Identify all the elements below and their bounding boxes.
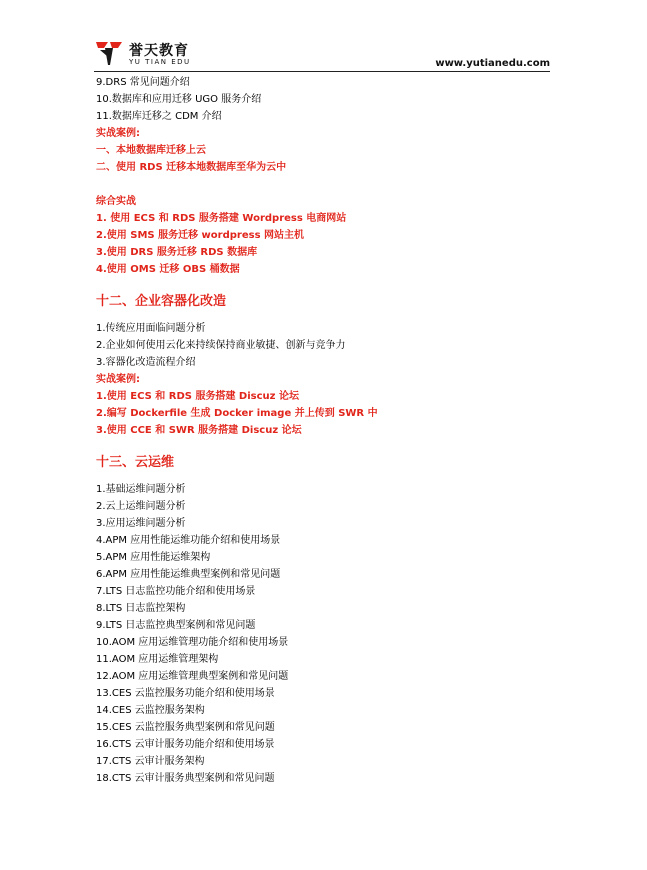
list-item: 13.CES 云监控服务功能介绍和使用场景 (96, 688, 275, 699)
yutian-logo-icon (94, 38, 124, 68)
page-header (0, 0, 647, 74)
case-item: 2.使用 SMS 服务迁移 wordpress 网站主机 (96, 230, 305, 241)
list-item: 18.CTS 云审计服务典型案例和常见问题 (96, 773, 275, 784)
case-item: 3.使用 CCE 和 SWR 服务搭建 Discuz 论坛 (96, 425, 302, 436)
list-item: 6.APM 应用性能运维典型案例和常见问题 (96, 569, 281, 580)
list-item: 3.容器化改造流程介绍 (96, 357, 196, 368)
list-item: 12.AOM 应用运维管理典型案例和常见问题 (96, 671, 289, 682)
list-item: 10.数据库和应用迁移 UGO 服务介绍 (96, 94, 262, 105)
list-item: 14.CES 云监控服务架构 (96, 705, 205, 716)
case-item: 二、使用 RDS 迁移本地数据库至华为云中 (96, 162, 287, 173)
list-item: 9.LTS 日志监控典型案例和常见问题 (96, 620, 256, 631)
list-item: 16.CTS 云审计服务功能介绍和使用场景 (96, 739, 275, 750)
list-item: 11.数据库迁移之 CDM 介绍 (96, 111, 222, 122)
case-item: 4.使用 OMS 迁移 OBS 桶数据 (96, 264, 240, 275)
case-item: 1. 使用 ECS 和 RDS 服务搭建 Wordpress 电商网站 (96, 213, 347, 224)
case-label: 实战案例: (96, 128, 140, 139)
case-item: 3.使用 DRS 服务迁移 RDS 数据库 (96, 247, 258, 258)
list-item: 11.AOM 应用运维管理架构 (96, 654, 219, 665)
list-item: 1.传统应用面临问题分析 (96, 323, 206, 334)
logo-english-name: YU TIAN EDU (129, 58, 191, 66)
list-item: 10.AOM 应用运维管理功能介绍和使用场景 (96, 637, 289, 648)
list-item: 5.APM 应用性能运维架构 (96, 552, 211, 563)
site-url[interactable]: www.yutianedu.com (435, 58, 550, 69)
list-item: 2.企业如何使用云化来持续保持商业敏捷、创新与竞争力 (96, 340, 346, 351)
list-item: 17.CTS 云审计服务架构 (96, 756, 205, 767)
list-item: 8.LTS 日志监控架构 (96, 603, 186, 614)
list-item: 7.LTS 日志监控功能介绍和使用场景 (96, 586, 256, 597)
header-divider (94, 71, 550, 72)
list-item: 2.云上运维问题分析 (96, 501, 186, 512)
case-label: 实战案例: (96, 374, 140, 385)
case-item: 1.使用 ECS 和 RDS 服务搭建 Discuz 论坛 (96, 391, 299, 402)
logo-chinese-name: 誉天教育 (129, 43, 189, 59)
list-item: 1.基础运维问题分析 (96, 484, 186, 495)
list-item: 3.应用运维问题分析 (96, 518, 186, 529)
list-item: 15.CES 云监控服务典型案例和常见问题 (96, 722, 275, 733)
case-item: 一、本地数据库迁移上云 (96, 145, 206, 156)
case-item: 2.编写 Dockerfile 生成 Docker image 并上传到 SWR 中 (96, 408, 378, 419)
list-item: 9.DRS 常见问题介绍 (96, 77, 190, 88)
section-title: 十二、企业容器化改造 (96, 294, 227, 309)
section-title: 十三、云运维 (96, 455, 175, 470)
course-outline (96, 74, 556, 787)
comprehensive-label: 综合实战 (96, 196, 136, 207)
list-item: 4.APM 应用性能运维功能介绍和使用场景 (96, 535, 281, 546)
